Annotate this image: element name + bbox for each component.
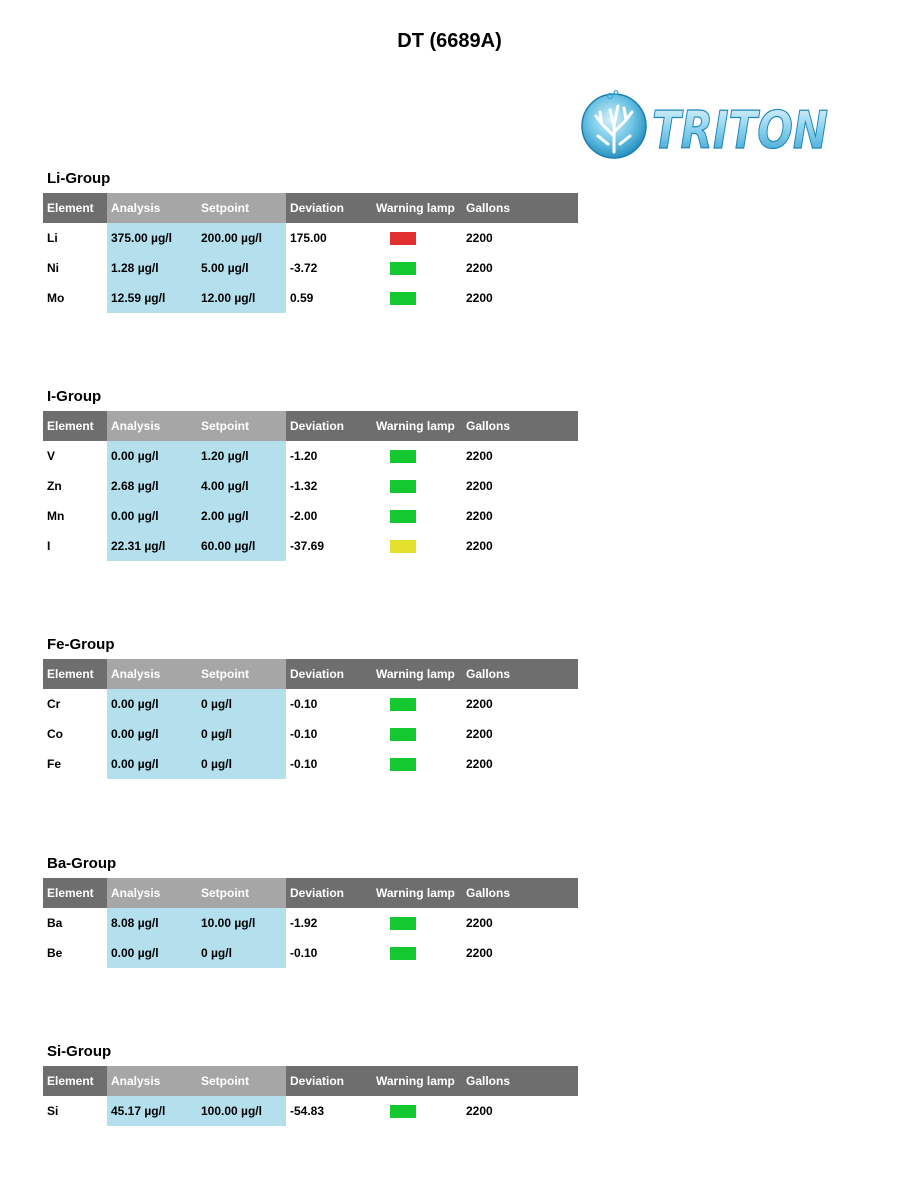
header-analysis: Analysis: [107, 1066, 197, 1096]
warning-lamp: [390, 540, 416, 553]
header-setpoint: Setpoint: [197, 411, 286, 441]
header-setpoint: Setpoint: [197, 878, 286, 908]
gallons-cell: 2200: [466, 509, 493, 523]
header-warning-lamp: Warning lamp: [372, 193, 462, 223]
element-cell: Ni: [47, 261, 59, 275]
table-header-row: [43, 411, 578, 441]
warning-lamp-cell: [372, 1096, 462, 1126]
si-group-section: [43, 1043, 578, 1126]
header-element: Element: [43, 1066, 107, 1096]
element-cell: Be: [47, 946, 63, 960]
header-gallons: Gallons: [462, 878, 578, 908]
header-warning-lamp: Warning lamp: [372, 1066, 462, 1096]
element-cell: Cr: [47, 697, 61, 711]
gallons-cell: 2200: [466, 449, 493, 463]
group-title: Fe-Group: [47, 636, 115, 653]
element-cell: Fe: [47, 757, 62, 771]
analysis-cell: 2.68 µg/l: [107, 471, 197, 501]
setpoint-cell: 0 µg/l: [197, 719, 286, 749]
triton-logo: [580, 90, 832, 160]
header-gallons: Gallons: [462, 193, 578, 223]
ba-group-section: [43, 855, 578, 968]
warning-lamp-cell: [372, 689, 462, 719]
gallons-cell: 2200: [466, 946, 493, 960]
header-deviation: Deviation: [286, 1066, 372, 1096]
deviation-cell: 175.00: [290, 231, 327, 245]
header-analysis: Analysis: [107, 659, 197, 689]
warning-lamp-cell: [372, 441, 462, 471]
warning-lamp: [390, 262, 416, 275]
deviation-cell: -1.20: [290, 449, 318, 463]
warning-lamp-cell: [372, 938, 462, 968]
table-row: [43, 938, 578, 968]
warning-lamp: [390, 232, 416, 245]
header-setpoint: Setpoint: [197, 193, 286, 223]
header-warning-lamp: Warning lamp: [372, 411, 462, 441]
gallons-cell: 2200: [466, 727, 493, 741]
analysis-cell: 0.00 µg/l: [107, 938, 197, 968]
analysis-cell: 8.08 µg/l: [107, 908, 197, 938]
li-group-table: [43, 193, 578, 313]
header-deviation: Deviation: [286, 193, 372, 223]
fe-group-section: [43, 636, 578, 779]
page-title: DT (6689A): [397, 30, 502, 52]
header-setpoint: Setpoint: [197, 659, 286, 689]
header-setpoint: Setpoint: [197, 1066, 286, 1096]
header-gallons: Gallons: [462, 1066, 578, 1096]
analysis-cell: 45.17 µg/l: [107, 1096, 197, 1126]
warning-lamp-cell: [372, 223, 462, 253]
table-row: [43, 1096, 578, 1126]
header-deviation: Deviation: [286, 411, 372, 441]
i-group-section: [43, 388, 578, 561]
deviation-cell: -37.69: [290, 539, 325, 553]
si-group-table: [43, 1066, 578, 1126]
li-group-section: [43, 170, 578, 313]
group-title: I-Group: [47, 388, 102, 405]
header-element: Element: [43, 411, 107, 441]
header-gallons: Gallons: [462, 659, 578, 689]
table-row: [43, 908, 578, 938]
analysis-cell: 0.00 µg/l: [107, 689, 197, 719]
fe-group-table: [43, 659, 578, 779]
deviation-cell: 0.59: [290, 291, 314, 305]
table-row: [43, 471, 578, 501]
table-row: [43, 223, 578, 253]
gallons-cell: 2200: [466, 291, 493, 305]
header-analysis: Analysis: [107, 193, 197, 223]
table-row: [43, 749, 578, 779]
group-title: Ba-Group: [47, 855, 117, 872]
analysis-cell: 1.28 µg/l: [107, 253, 197, 283]
element-cell: V: [47, 449, 56, 463]
warning-lamp: [390, 480, 416, 493]
warning-lamp: [390, 917, 416, 930]
setpoint-cell: 1.20 µg/l: [197, 441, 286, 471]
deviation-cell: -54.83: [290, 1104, 325, 1118]
deviation-cell: -0.10: [290, 757, 318, 771]
warning-lamp-cell: [372, 253, 462, 283]
warning-lamp-cell: [372, 749, 462, 779]
group-title: Si-Group: [47, 1043, 112, 1060]
warning-lamp-cell: [372, 908, 462, 938]
header-analysis: Analysis: [107, 878, 197, 908]
gallons-cell: 2200: [466, 757, 493, 771]
table-row: [43, 531, 578, 561]
deviation-cell: -1.92: [290, 916, 318, 930]
element-cell: Co: [47, 727, 63, 741]
analysis-cell: 0.00 µg/l: [107, 501, 197, 531]
deviation-cell: -2.00: [290, 509, 318, 523]
analysis-cell: 22.31 µg/l: [107, 531, 197, 561]
deviation-cell: -1.32: [290, 479, 318, 493]
table-row: [43, 253, 578, 283]
header-element: Element: [43, 659, 107, 689]
deviation-cell: -3.72: [290, 261, 318, 275]
table-row: [43, 689, 578, 719]
coral-icon: [582, 91, 646, 158]
table-header-row: [43, 1066, 578, 1096]
warning-lamp: [390, 292, 416, 305]
setpoint-cell: 2.00 µg/l: [197, 501, 286, 531]
gallons-cell: 2200: [466, 697, 493, 711]
gallons-cell: 2200: [466, 231, 493, 245]
logo-text: TRITON: [652, 101, 828, 161]
setpoint-cell: 12.00 µg/l: [197, 283, 286, 313]
header-analysis: Analysis: [107, 411, 197, 441]
setpoint-cell: 0 µg/l: [197, 689, 286, 719]
warning-lamp-cell: [372, 283, 462, 313]
analysis-cell: 0.00 µg/l: [107, 719, 197, 749]
warning-lamp: [390, 947, 416, 960]
table-header-row: [43, 878, 578, 908]
deviation-cell: -0.10: [290, 727, 318, 741]
setpoint-cell: 0 µg/l: [197, 749, 286, 779]
warning-lamp: [390, 510, 416, 523]
setpoint-cell: 200.00 µg/l: [197, 223, 286, 253]
warning-lamp: [390, 728, 416, 741]
header-warning-lamp: Warning lamp: [372, 878, 462, 908]
element-cell: Mo: [47, 291, 65, 305]
table-header-row: [43, 193, 578, 223]
setpoint-cell: 4.00 µg/l: [197, 471, 286, 501]
header-gallons: Gallons: [462, 411, 578, 441]
header-element: Element: [43, 878, 107, 908]
element-cell: Mn: [47, 509, 65, 523]
warning-lamp-cell: [372, 501, 462, 531]
warning-lamp-cell: [372, 471, 462, 501]
element-cell: Li: [47, 231, 58, 245]
gallons-cell: 2200: [466, 1104, 493, 1118]
gallons-cell: 2200: [466, 479, 493, 493]
gallons-cell: 2200: [466, 261, 493, 275]
table-row: [43, 501, 578, 531]
deviation-cell: -0.10: [290, 946, 318, 960]
element-cell: Ba: [47, 916, 63, 930]
ba-group-table: [43, 878, 578, 968]
element-cell: Si: [47, 1104, 59, 1118]
setpoint-cell: 100.00 µg/l: [197, 1096, 286, 1126]
group-title: Li-Group: [47, 170, 111, 187]
analysis-cell: 375.00 µg/l: [107, 223, 197, 253]
gallons-cell: 2200: [466, 539, 493, 553]
header-element: Element: [43, 193, 107, 223]
setpoint-cell: 5.00 µg/l: [197, 253, 286, 283]
gallons-cell: 2200: [466, 916, 493, 930]
table-row: [43, 283, 578, 313]
warning-lamp-cell: [372, 719, 462, 749]
warning-lamp: [390, 450, 416, 463]
analysis-cell: 0.00 µg/l: [107, 441, 197, 471]
deviation-cell: -0.10: [290, 697, 318, 711]
table-row: [43, 441, 578, 471]
element-cell: I: [47, 539, 51, 553]
element-cell: Zn: [47, 479, 62, 493]
analysis-cell: 0.00 µg/l: [107, 749, 197, 779]
warning-lamp: [390, 1105, 416, 1118]
setpoint-cell: 10.00 µg/l: [197, 908, 286, 938]
table-header-row: [43, 659, 578, 689]
analysis-cell: 12.59 µg/l: [107, 283, 197, 313]
setpoint-cell: 60.00 µg/l: [197, 531, 286, 561]
header-deviation: Deviation: [286, 878, 372, 908]
table-row: [43, 719, 578, 749]
warning-lamp-cell: [372, 531, 462, 561]
warning-lamp: [390, 698, 416, 711]
header-deviation: Deviation: [286, 659, 372, 689]
warning-lamp: [390, 758, 416, 771]
setpoint-cell: 0 µg/l: [197, 938, 286, 968]
i-group-table: [43, 411, 578, 561]
header-warning-lamp: Warning lamp: [372, 659, 462, 689]
